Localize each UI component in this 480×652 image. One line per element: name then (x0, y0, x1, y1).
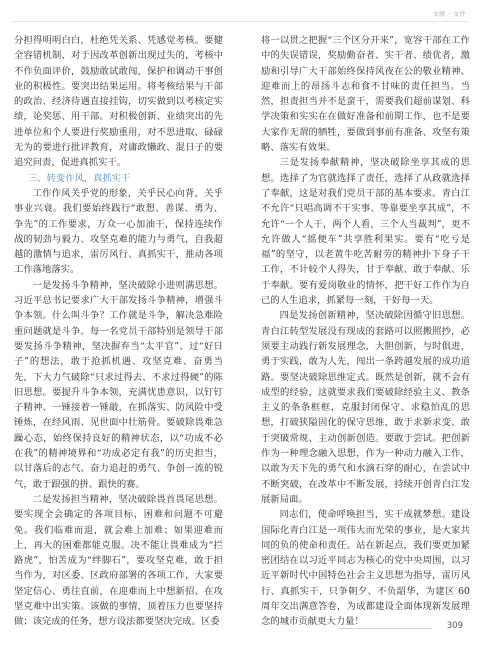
running-head: 文献 · 文件 (432, 11, 466, 18)
paragraph: 将一以贯之把握“三个区分开来”，宽容干部在工作中的失误错误，奖励勤奋者、实干者、绩优者，激励和引导广大干部始终保持风夜在公的敬业精神、迎难而上的昂扬斗志和食不甘味的责任担当。当然，担责担当并不是蛮干，需要我们超前谋划、科学决策和实实在在做好准备和前期工作，也不是要大家作无谓的牺牲，要做到事前有准备、攻坚有策略、落实有效果。 (261, 35, 470, 154)
paragraph: 二是发扬担当精神，坚决破除畏首畏尾思想。要实现全会确定的各项目标，困难和问题不可避免。我们临难而退，就会难上加难；如果迎难而上，再大的困难都能克服。决不能让畏难成为“拦路虎”，怕苦成为“绊脚石”，要攻坚克难，敢于担当作为，对区委、区政府部署的各项工作，大家要坚定信心、勇往直前，在迎难而上中想新招、在攻坚克难中出实策。该做的事情，顶着压力也要坚持做；该完成的任务，想方设法都要坚决完成。区委 (14, 493, 223, 628)
section-heading: 三、转变作风，真抓实干 (28, 172, 131, 184)
page-number: 309 (446, 621, 463, 631)
paragraph: 一是发扬斗争精神，坚决破除小进则满思想。习近平总书记要求广大干部发扬斗争精神，增强斗争本领。什么叫斗争？工作就是斗争，解决急难险重问题就是斗争。每一名党员干部特别是领导干部要发扬斗争精神，坚决摒弃当“太平官”、过“好日子”的想法，敢于抢抓机遇、攻坚克难、奋勇当先，下大力气破除“只求过得去、不求过得硬”的陈旧思想。要提升斗争本领，充满忧患意识，以钉钉子精神、一锤接着一锤敲，在抓落实、防风险中受锤炼，在经风雨、见世面中壮筋骨。要破除畏难急躁心态，始终保持良好的精神状态，以“功成不必在我”的精神境界和“功成必定有我”的历史担当，以甘落后的志气、奋力追赶的勇气、争创一流的锐气，敢于跟强的拼、跟快的赛。 (14, 279, 223, 490)
paragraph: 四是发扬创新精神，坚决破除因循守旧思想。青白江转型发展没有现成的套路可以照搬照抄，必须要主动践行新发展理念，大胆创新，与时俱进，勇于实践，敢为人先，闯出一条跨越发展的成功道路。要坚决破除思维定式。既然是创新，就不会有成型的经验，这就要求我们要破除经验主义、教条主义的条条框框，克服封闭保守、求稳怕乱的思想，打破狭隘固化的保守思维，敢于求新求变、敢于突破常规、主动创新创造。要敢于尝试。把创新作为一种理念融入思想，作为一种动力融入工作，以敢为天下先的勇气和水滴石穿的耐心，在尝试中不断突破，在改革中不断发展，持续开创青白江发展新局面。 (261, 310, 470, 505)
footer-divider (340, 628, 432, 629)
header-divider (12, 21, 468, 22)
left-column (14, 33, 223, 628)
paragraph: 三是发扬奉献精神，坚决破除坐享其成的思想。选择了为官就选择了责任，选择了从政就选择了奉献，这是对我们党员干部的基本要求。青白江不允许“只唱高调不干实事、等靠要坐享其成”，不允许“一个人干，两个人看，三个人当裁判”，更不允许做人“摇便车”共享胜利果实。要有“吃亏是福”的坚守，以老黄牛吃苦耐劳的精神扑下身子干工作，不计较个人得失，甘于奉献、敢于奉献、乐于奉献。要有爱岗敬业的情怀，把干好工作作为自己的人生追求，抓紧每一刻，干好每一天。 (261, 157, 470, 307)
paragraph: 同志们，使命呼唤担当，实干成就梦想。建设国际化青白江是一项伟大而光荣的事业，是大家共同的负的使命和责任。站在新起点，我们要更加紧密团结在以习近平同志为核心的党中央周围，以习近平新时代中国特色社会主义思想为指导，雷厉风行、真抓实干，只争朝夕、不负韶华，为建区 60 周年交出满意答卷，为成都建设全面体现新发展理念的城市贡献更大力量！ (261, 509, 470, 628)
paragraph: 分担得明明白白，杜绝凭关系、凭感觉考核。要健全容错机制，对于因改革创新出现过失的，考核中不作负面评价，鼓励敢试敢闯，保护和调动干事创业的积极性。要突出结果运用。将考核结果与干部的政治、经济待遇直接挂钩，切实做到以考核定实绩，论奖惩、用干部。对积极创新、业绩突出的先进单位和个人要进行奖励重用，对不思进取、碌碌无为的要进行批评教育，对庸政懒政、混日子的要追究问责，促进真抓实干。 (14, 35, 223, 169)
paragraph: 工作作风关乎党的形象，关乎民心向背，关乎事业兴衰。我们要始终践行“敢想、善谋、勇为、争先”的工作要求，万众一心加油干，保持连续作战的韧劲与毅力、攻坚克难的能力与勇气，自我超越的激情与追求，雷厉风行、真抓实干，推动各项工作落地落实。 (14, 187, 223, 276)
